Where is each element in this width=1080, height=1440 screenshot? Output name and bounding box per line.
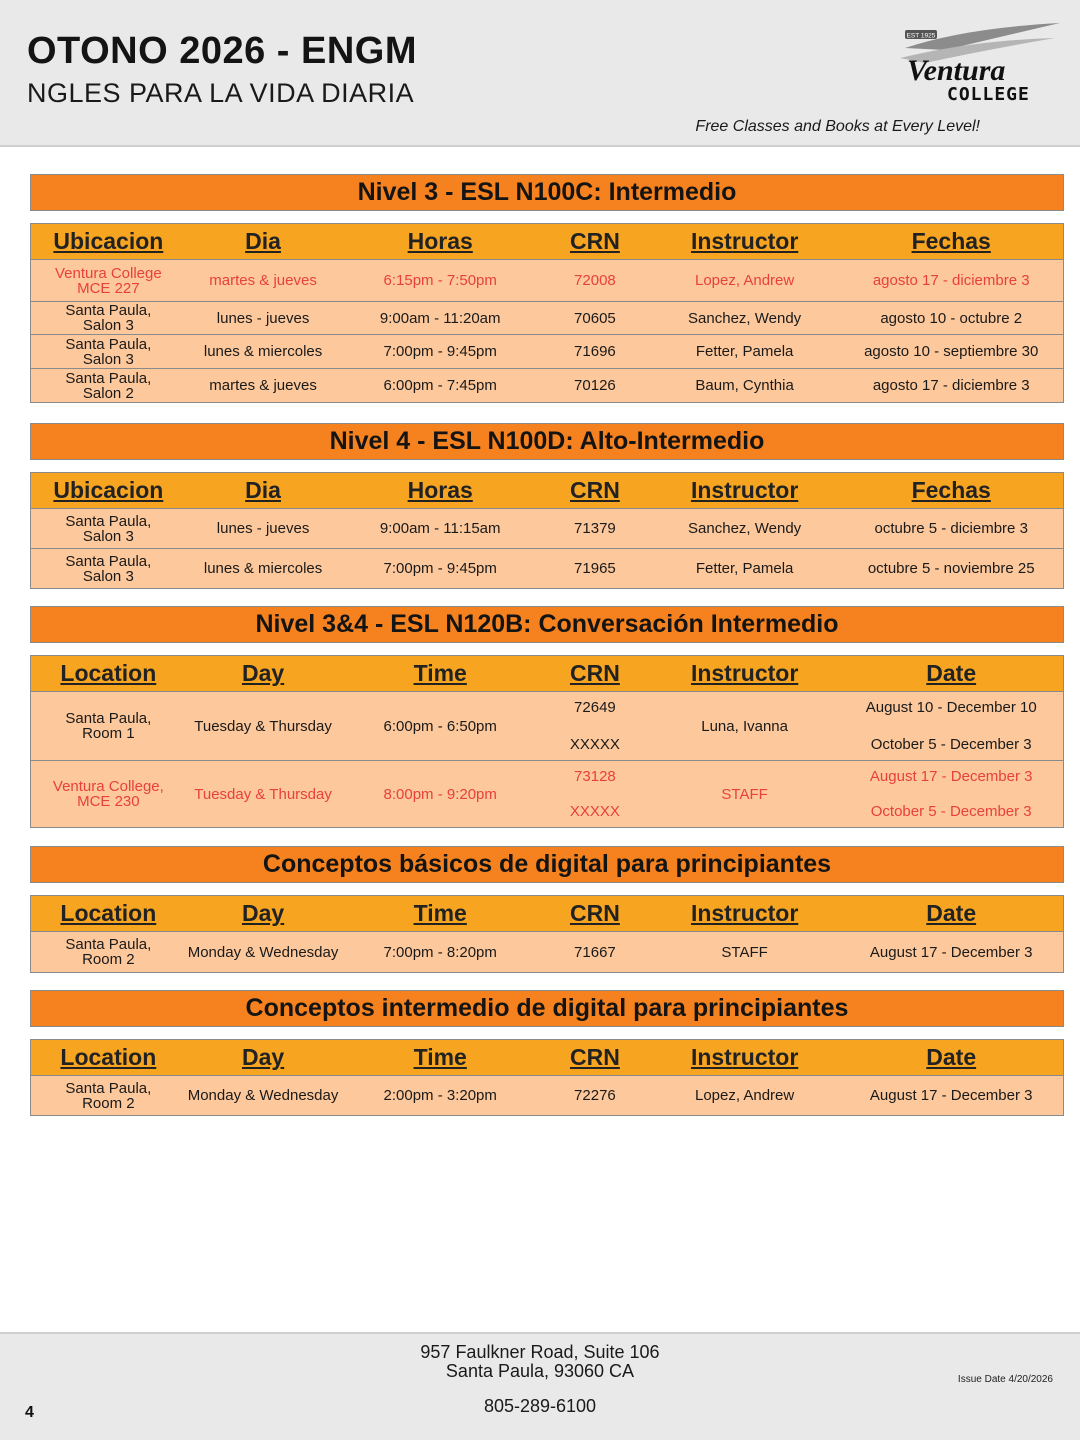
table-header-row <box>31 1040 1063 1076</box>
table-row <box>31 1076 1063 1115</box>
instructor-cell: STAFF <box>721 943 768 961</box>
time-cell: 6:00pm - 6:50pm <box>383 717 497 735</box>
table-row <box>31 549 1063 588</box>
column-header: CRN <box>569 900 620 926</box>
instructor-cell: Fetter, Pamela <box>695 560 794 577</box>
column-header: Date <box>926 900 977 926</box>
page-number: 4 <box>25 1404 34 1421</box>
column-header: Day <box>241 660 285 686</box>
table-row <box>31 509 1063 549</box>
day-cell: Tuesday & Thursday <box>194 717 332 735</box>
day-cell: Tuesday & Thursday <box>194 785 332 803</box>
table-row <box>31 932 1063 972</box>
crn-cell: 71379 <box>574 520 616 537</box>
date-cell: August 17 - December 3 October 5 - December 3 <box>869 768 1033 820</box>
svg-text:COLLEGE: COLLEGE <box>947 84 1030 105</box>
crn-cell: 70605 <box>574 309 616 327</box>
section-title: Conceptos intermedio de digital para principiantes <box>30 990 1064 1027</box>
day-cell: lunes & miercoles <box>203 343 323 360</box>
table-row <box>31 761 1063 827</box>
column-header: Instructor <box>690 1044 799 1070</box>
schedule-table <box>30 1039 1064 1116</box>
section-title: Nivel 3&4 - ESL N120B: Conversación Intermedio <box>30 606 1064 643</box>
time-cell: 8:00pm - 9:20pm <box>383 785 497 803</box>
table-row <box>31 260 1063 302</box>
location-cell: Ventura College, MCE 230 <box>52 778 164 810</box>
date-cell: agosto 17 - diciembre 3 <box>872 272 1030 289</box>
column-header: Day <box>241 900 285 926</box>
column-header: Day <box>241 1044 285 1070</box>
location-cell: Santa Paula, Room 1 <box>65 710 152 742</box>
column-header: Time <box>413 900 467 926</box>
section-nivel-3-4 <box>30 606 1064 828</box>
address-line-2: Santa Paula, 93060 CA <box>445 1361 635 1381</box>
instructor-cell: STAFF <box>721 785 768 803</box>
day-cell: lunes - jueves <box>216 520 310 537</box>
table-header-row <box>31 473 1063 509</box>
instructor-cell: Fetter, Pamela <box>695 343 794 360</box>
table-header-row <box>31 656 1063 692</box>
instructor-cell: Lopez, Andrew <box>694 272 795 289</box>
column-header: Ubicacion <box>53 228 164 254</box>
date-cell: agosto 17 - diciembre 3 <box>872 377 1030 394</box>
svg-text:Ventura: Ventura <box>907 54 1006 87</box>
section-nivel-4 <box>30 423 1064 589</box>
table-header-row <box>31 224 1063 260</box>
day-cell: lunes - jueves <box>216 309 310 327</box>
schedule-table <box>30 472 1064 589</box>
location-cell: Santa Paula, Salon 3 <box>65 512 152 545</box>
column-header: Time <box>413 660 467 686</box>
instructor-cell: Baum, Cynthia <box>695 377 794 394</box>
time-cell: 6:15pm - 7:50pm <box>383 272 497 289</box>
column-header: Ubicacion <box>53 477 164 503</box>
column-header: Date <box>926 1044 977 1070</box>
crn-cell: 72649 XXXXX <box>569 699 620 753</box>
time-cell: 7:00pm - 9:45pm <box>383 343 497 360</box>
location-cell: Santa Paula, Room 2 <box>65 1079 152 1112</box>
column-header: Date <box>926 660 977 686</box>
section-conceptos-intermedio <box>30 990 1064 1116</box>
instructor-cell: Luna, Ivanna <box>701 717 788 735</box>
date-cell: August 17 - December 3 <box>869 943 1033 961</box>
column-header: Location <box>60 900 157 926</box>
day-cell: martes & jueves <box>209 272 317 289</box>
crn-cell: 70126 <box>574 377 616 394</box>
time-cell: 2:00pm - 3:20pm <box>383 1087 497 1104</box>
column-header: Instructor <box>690 228 799 254</box>
column-header: Horas <box>407 228 473 254</box>
section-conceptos-basicos <box>30 846 1064 973</box>
date-cell: octubre 5 - diciembre 3 <box>874 520 1028 537</box>
table-header-row <box>31 896 1063 932</box>
location-cell: Ventura College MCE 227 <box>54 264 162 297</box>
schedule-table <box>30 895 1064 973</box>
crn-cell: 72276 <box>574 1087 616 1104</box>
section-nivel-3 <box>30 174 1064 403</box>
table-row <box>31 692 1063 761</box>
tagline: Free Classes and Books at Every Level! <box>695 118 980 135</box>
schedule-table <box>30 655 1064 828</box>
schedule-table <box>30 223 1064 403</box>
crn-cell: 71965 <box>574 560 616 577</box>
ventura-college-logo <box>885 18 1065 108</box>
time-cell: 7:00pm - 8:20pm <box>383 943 497 961</box>
instructor-cell: Sanchez, Wendy <box>688 309 802 327</box>
day-cell: martes & jueves <box>209 377 317 394</box>
column-header: Fechas <box>911 477 991 503</box>
crn-cell: 71667 <box>574 943 616 961</box>
day-cell: lunes & miercoles <box>203 560 323 577</box>
crn-cell: 73128 XXXXX <box>569 768 620 820</box>
time-cell: 9:00am - 11:15am <box>379 520 501 537</box>
page-title: OTONO 2026 - ENGM <box>27 30 418 72</box>
table-row <box>31 335 1063 369</box>
column-header: Location <box>60 660 157 686</box>
column-header: Instructor <box>690 660 799 686</box>
date-cell: August 10 - December 10 October 5 - December 3 <box>865 699 1037 753</box>
page-footer <box>0 1332 1080 1440</box>
instructor-cell: Lopez, Andrew <box>694 1087 795 1104</box>
location-cell: Santa Paula, Salon 3 <box>65 552 152 585</box>
column-header: Horas <box>407 477 473 503</box>
address-line-1: 957 Faulkner Road, Suite 106 <box>420 1342 660 1362</box>
crn-cell: 71696 <box>574 343 616 360</box>
column-header: Time <box>413 1044 467 1070</box>
location-cell: Santa Paula, Salon 2 <box>65 369 152 402</box>
time-cell: 9:00am - 11:20am <box>379 309 501 327</box>
column-header: Dia <box>245 228 281 254</box>
svg-text:EST 1925: EST 1925 <box>906 32 936 40</box>
crn-cell: 72008 <box>574 272 616 289</box>
column-header: Dia <box>245 477 281 503</box>
date-cell: octubre 5 - noviembre 25 <box>867 560 1035 577</box>
column-header: CRN <box>569 1044 620 1070</box>
column-header: CRN <box>569 477 620 503</box>
date-cell: August 17 - December 3 <box>869 1087 1033 1104</box>
page-subtitle: NGLES PARA LA VIDA DIARIA <box>27 78 415 108</box>
time-cell: 6:00pm - 7:45pm <box>383 377 497 394</box>
section-title: Nivel 3 - ESL N100C: Intermedio <box>30 174 1064 211</box>
column-header: Fechas <box>911 228 991 254</box>
section-title: Nivel 4 - ESL N100D: Alto-Intermedio <box>30 423 1064 460</box>
date-cell: agosto 10 - octubre 2 <box>880 309 1023 327</box>
column-header: Location <box>60 1044 157 1070</box>
day-cell: Monday & Wednesday <box>187 943 339 961</box>
section-title: Conceptos básicos de digital para principiantes <box>30 846 1064 883</box>
location-cell: Santa Paula, Salon 3 <box>65 302 152 334</box>
phone-number: 805-289-6100 <box>483 1396 597 1416</box>
location-cell: Santa Paula, Salon 3 <box>65 335 152 368</box>
table-row <box>31 302 1063 335</box>
column-header: CRN <box>569 660 620 686</box>
time-cell: 7:00pm - 9:45pm <box>383 560 497 577</box>
page-header <box>0 0 1080 147</box>
date-cell: agosto 10 - septiembre 30 <box>864 343 1039 360</box>
column-header: CRN <box>569 228 620 254</box>
column-header: Instructor <box>690 900 799 926</box>
day-cell: Monday & Wednesday <box>187 1087 339 1104</box>
table-row <box>31 369 1063 402</box>
location-cell: Santa Paula, Room 2 <box>65 936 152 968</box>
instructor-cell: Sanchez, Wendy <box>688 520 802 537</box>
column-header: Instructor <box>690 477 799 503</box>
issue-date: Issue Date 4/20/2026 <box>957 1374 1053 1385</box>
